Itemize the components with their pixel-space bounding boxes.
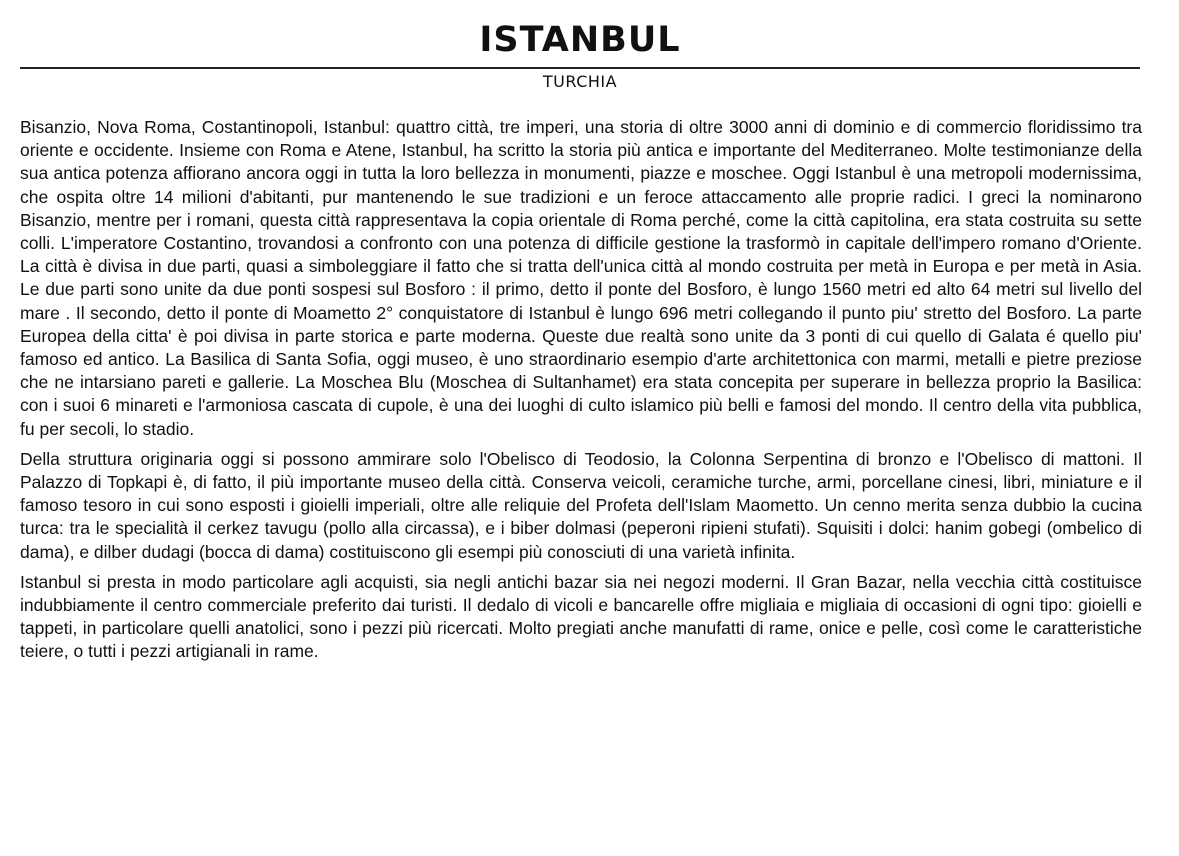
title-divider (20, 67, 1140, 69)
paragraph-monuments-cuisine: Della struttura originaria oggi si possono ammirare solo l'Obelisco di Teodosio, la Colonna Serpentina di bronzo e l'Obelisco di mattoni. Il Palazzo di Topkapi è, di fatto, il più importante museo della città. Conserva veicoli, ceramiche turche, armi, porcellane cinesi, libri, miniature e il famoso tesoro in cui sono esposti i gioielli imperiali, oltre alle reliquie del Profeta dell'Islam Maometto. Un cenno merita senza dubbio la cucina turca: tra le specialità il cerkez tavugu (pollo alla circassa), e i biber dolmasi (peperoni ripieni stufati). Squisiti i dolci: hanim gobegi (ombelico di dama), e dilber dudagi (bocca di dama) costituiscono gli esempi più conosciuti di una varietà infinita. (20, 448, 1142, 562)
article-body (20, 116, 1142, 671)
paragraph-history: Bisanzio, Nova Roma, Costantinopoli, Istanbul: quattro città, tre imperi, una storia di oltre 3000 anni di dominio e di commercio floridissimo tra oriente e occidente. Insieme con Roma e Atene, Istanbul, ha scritto la storia più antica e importante del Mediterraneo. Molte testimonianze della sua antica potenza affiorano ancora oggi in tutta la loro bellezza in monumenti, piazze e moschee. Oggi Istanbul è una metropoli modernissima, che ospita oltre 14 milioni d'abitanti, pur mantenendo le sue tradizioni e un feroce attaccamento alle proprie radici. I greci la nominarono Bisanzio, mentre per i romani, questa città rappresentava la copia orientale di Roma perché, come la città capitolina, era stata costruita su sette colli. L'imperatore Costantino, trovandosi a confronto con una potenza di difficile gestione la trasformò in capitale dell'impero romano d'Oriente. La città è divisa in due parti, quasi a simboleggiare il fatto che si tratta dell'unica città al mondo costruita per metà in Europa e per metà in Asia. Le due parti sono unite da due ponti sospesi sul Bosforo : il primo, detto il ponte del Bosforo, è lungo 1560 metri ed alto 64 metri sul livello del mare . Il secondo, detto il ponte di Moametto 2° conquistatore di Istanbul è lungo 696 metri collegando il punto piu' stretto del Bosforo. La parte Europea della citta' è poi divisa in parte storica e parte moderna. Queste due realtà sono unite da 3 ponti di cui quello di Galata é quello piu' famoso ed antico. La Basilica di Santa Sofia, oggi museo, è uno straordinario esempio d'arte architettonica con marmi, metalli e pietre preziose che ne intarsiano pareti e gallerie. La Moschea Blu (Moschea di Sultanhamet) era stata concepita per superare in bellezza proprio la Basilica: con i suoi 6 minareti e l'armoniosa cascata di cupole, è una dei luoghi di culto islamico più belli e famosi del mondo. Il centro della vita pubblica, fu per secoli, lo stadio. (20, 117, 1142, 439)
page-subtitle: TURCHIA (542, 72, 618, 91)
page-title: ISTANBUL (479, 20, 681, 60)
paragraph-shopping: Istanbul si presta in modo particolare agli acquisti, sia negli antichi bazar sia nei negozi moderni. Il Gran Bazar, nella vecchia città costituisce indubbiamente il centro commerciale preferito dai turisti. Il dedalo di vicoli e bancarelle offre migliaia e migliaia di occasioni di ogni tipo: gioielli e tappeti, in particolare quelli anatolici, sono i pezzi più ricercati. Molto pregiati anche manufatti di rame, onice e pelle, così come le caratteristiche teiere, o tutti i pezzi artigianali in rame. (20, 571, 1142, 662)
